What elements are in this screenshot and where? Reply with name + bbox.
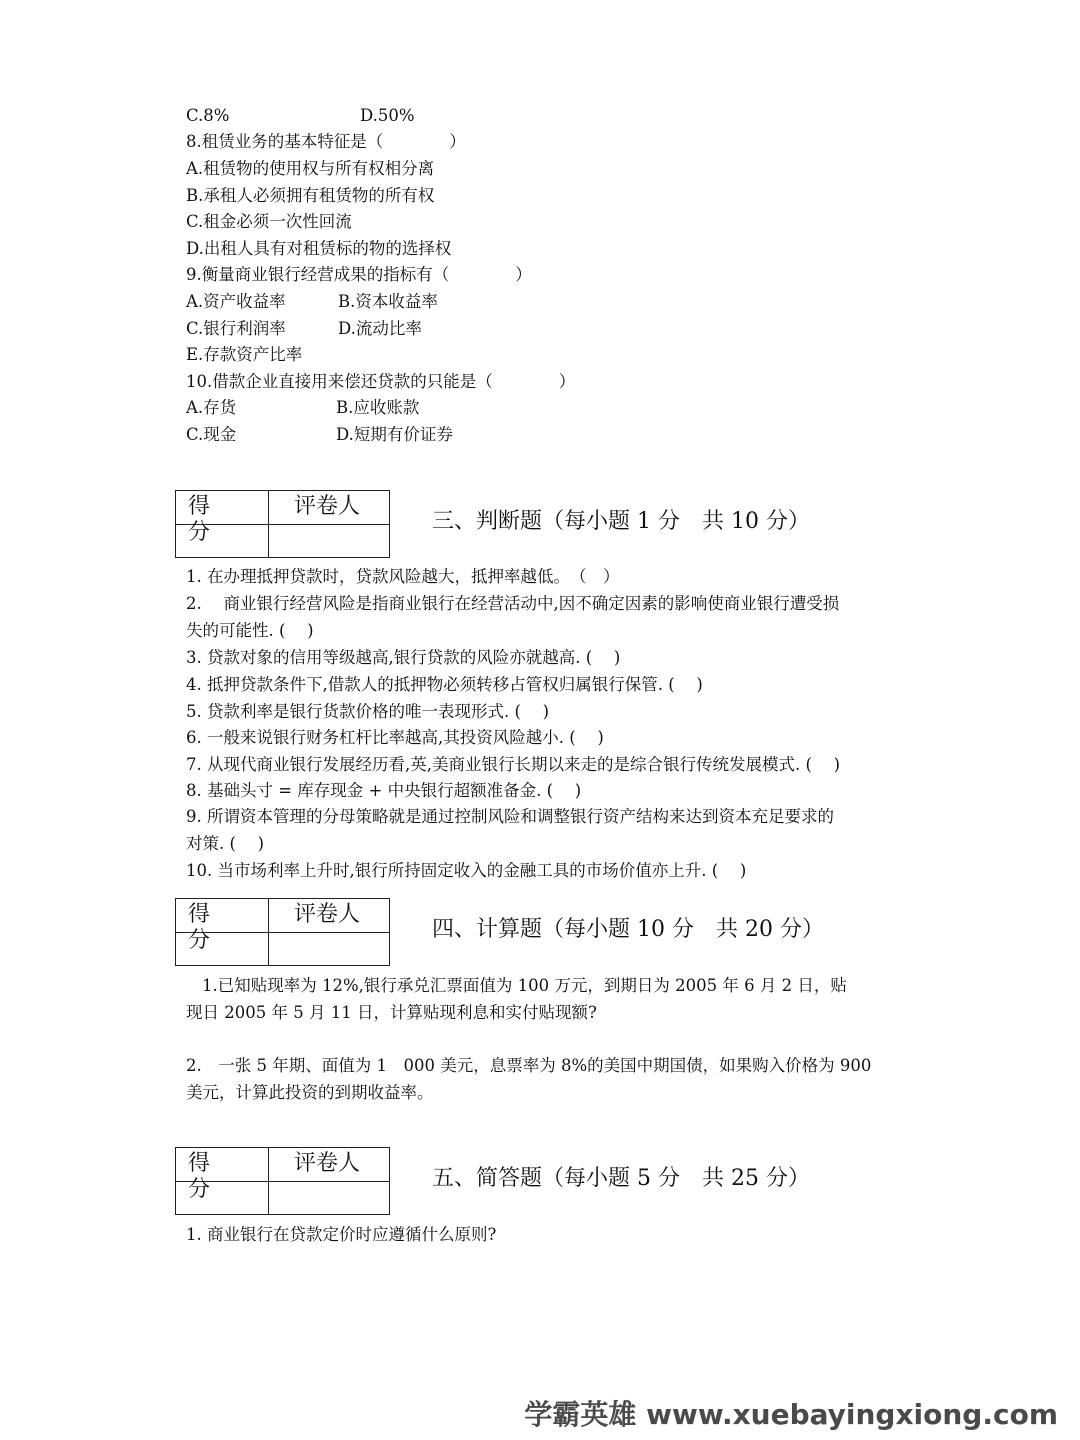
tf-item-2: 2. 商业银行经营风险是指商业银行在经营活动中,因不确定因素的影响使商业银行遭受损 bbox=[186, 594, 840, 613]
q10-option-d: D.短期有价证券 bbox=[336, 425, 453, 444]
calc-q2-line2: 美元，计算此投资的到期收益率。 bbox=[186, 1083, 434, 1102]
q9-option-d: D.流动比率 bbox=[338, 319, 422, 338]
q10-options-row-1 bbox=[186, 397, 420, 419]
score-label: 得分 bbox=[188, 902, 229, 953]
q10-option-b: B.应收账款 bbox=[336, 398, 420, 417]
watermark: 学霸英雄 www.xuebayingxiong.com bbox=[524, 1398, 1058, 1431]
q10-stem: 10.借款企业直接用来偿还贷款的只能是（ ） bbox=[186, 372, 576, 391]
calc-q1-line2: 现日 2005 年 5 月 11 日，计算贴现利息和实付贴现额? bbox=[186, 1003, 597, 1022]
q10-option-a: A.存货 bbox=[186, 398, 237, 417]
q9-option-c: C.银行利润率 bbox=[186, 319, 286, 338]
calc-q2-line1: 2. 一张 5 年期、面值为 1 000 美元，息票率为 8%的美国中期国债，如果购入价格为 900 bbox=[186, 1056, 872, 1075]
score-label: 得分 bbox=[188, 1151, 229, 1202]
q9-option-a: A.资产收益率 bbox=[186, 292, 286, 311]
q9-option-e: E.存款资产比率 bbox=[186, 345, 303, 364]
tf-item-10: 10. 当市场利率上升时,银行所持固定收入的金融工具的市场价值亦上升. ( ) bbox=[186, 861, 747, 880]
q7-option-c: C.8% bbox=[186, 106, 230, 125]
tf-item-7: 7. 从现代商业银行发展经历看,英,美商业银行长期以来走的是综合银行传统发展模式. ( ) bbox=[186, 755, 841, 774]
section4-title: 四、计算题（每小题 10 分 共 20 分） bbox=[432, 917, 824, 942]
q7-option-d: D.50% bbox=[360, 106, 415, 125]
tf-item-9-cont: 对策. ( ) bbox=[186, 834, 265, 853]
tf-item-3: 3. 贷款对象的信用等级越高,银行贷款的风险亦就越高. ( ) bbox=[186, 648, 621, 667]
score-box-section5 bbox=[175, 1147, 390, 1215]
score-box-section3 bbox=[175, 490, 390, 558]
grader-label: 评卷人 bbox=[294, 1151, 361, 1176]
tf-item-6: 6. 一般来说银行财务杠杆比率越高,其投资风险越小. ( ) bbox=[186, 728, 604, 747]
q8-option-b: B.承租人必须拥有租赁物的所有权 bbox=[186, 186, 435, 205]
q8-option-c: C.租金必须一次性回流 bbox=[186, 212, 352, 231]
tf-item-8: 8. 基础头寸 = 库存现金 + 中央银行超额准备金. ( ) bbox=[186, 781, 582, 800]
section5-title: 五、简答题（每小题 5 分 共 25 分） bbox=[432, 1166, 810, 1191]
q9-option-b: B.资本收益率 bbox=[338, 292, 438, 311]
tf-item-1: 1. 在办理抵押贷款时，贷款风险越大，抵押率越低。 （ ） bbox=[186, 567, 620, 586]
q8-option-a: A.租赁物的使用权与所有权相分离 bbox=[186, 159, 435, 178]
q8-stem: 8.租赁业务的基本特征是（ ） bbox=[186, 132, 466, 151]
section3-title: 三、判断题（每小题 1 分 共 10 分） bbox=[432, 509, 810, 534]
score-box-section4 bbox=[175, 898, 390, 966]
q9-options-row-1 bbox=[186, 291, 438, 313]
short-answer-q1: 1. 商业银行在贷款定价时应遵循什么原则? bbox=[186, 1225, 497, 1244]
tf-item-5: 5. 贷款利率是银行货款价格的唯一表现形式. ( ) bbox=[186, 702, 550, 721]
q10-option-c: C.现金 bbox=[186, 425, 237, 444]
grader-label: 评卷人 bbox=[294, 902, 361, 927]
q7-options-row bbox=[186, 105, 415, 127]
grader-label: 评卷人 bbox=[294, 494, 361, 519]
score-label: 得分 bbox=[188, 494, 229, 545]
calc-q1-line1: 1.已知贴现率为 12%,银行承兑汇票面值为 100 万元，到期日为 2005 年 6 月 2 日，贴 bbox=[202, 976, 847, 995]
q10-options-row-2 bbox=[186, 424, 453, 446]
q8-option-d: D.出租人具有对租赁标的物的选择权 bbox=[186, 239, 452, 258]
q9-options-row-2 bbox=[186, 318, 422, 340]
tf-item-4: 4. 抵押贷款条件下,借款人的抵押物必须转移占管权归属银行保管. ( ) bbox=[186, 675, 703, 694]
q9-stem: 9.衡量商业银行经营成果的指标有（ ） bbox=[186, 265, 532, 284]
tf-item-2-cont: 失的可能性. ( ) bbox=[186, 621, 314, 640]
tf-item-9: 9. 所谓资本管理的分母策略就是通过控制风险和调整银行资产结构来达到资本充足要求的 bbox=[186, 807, 834, 826]
